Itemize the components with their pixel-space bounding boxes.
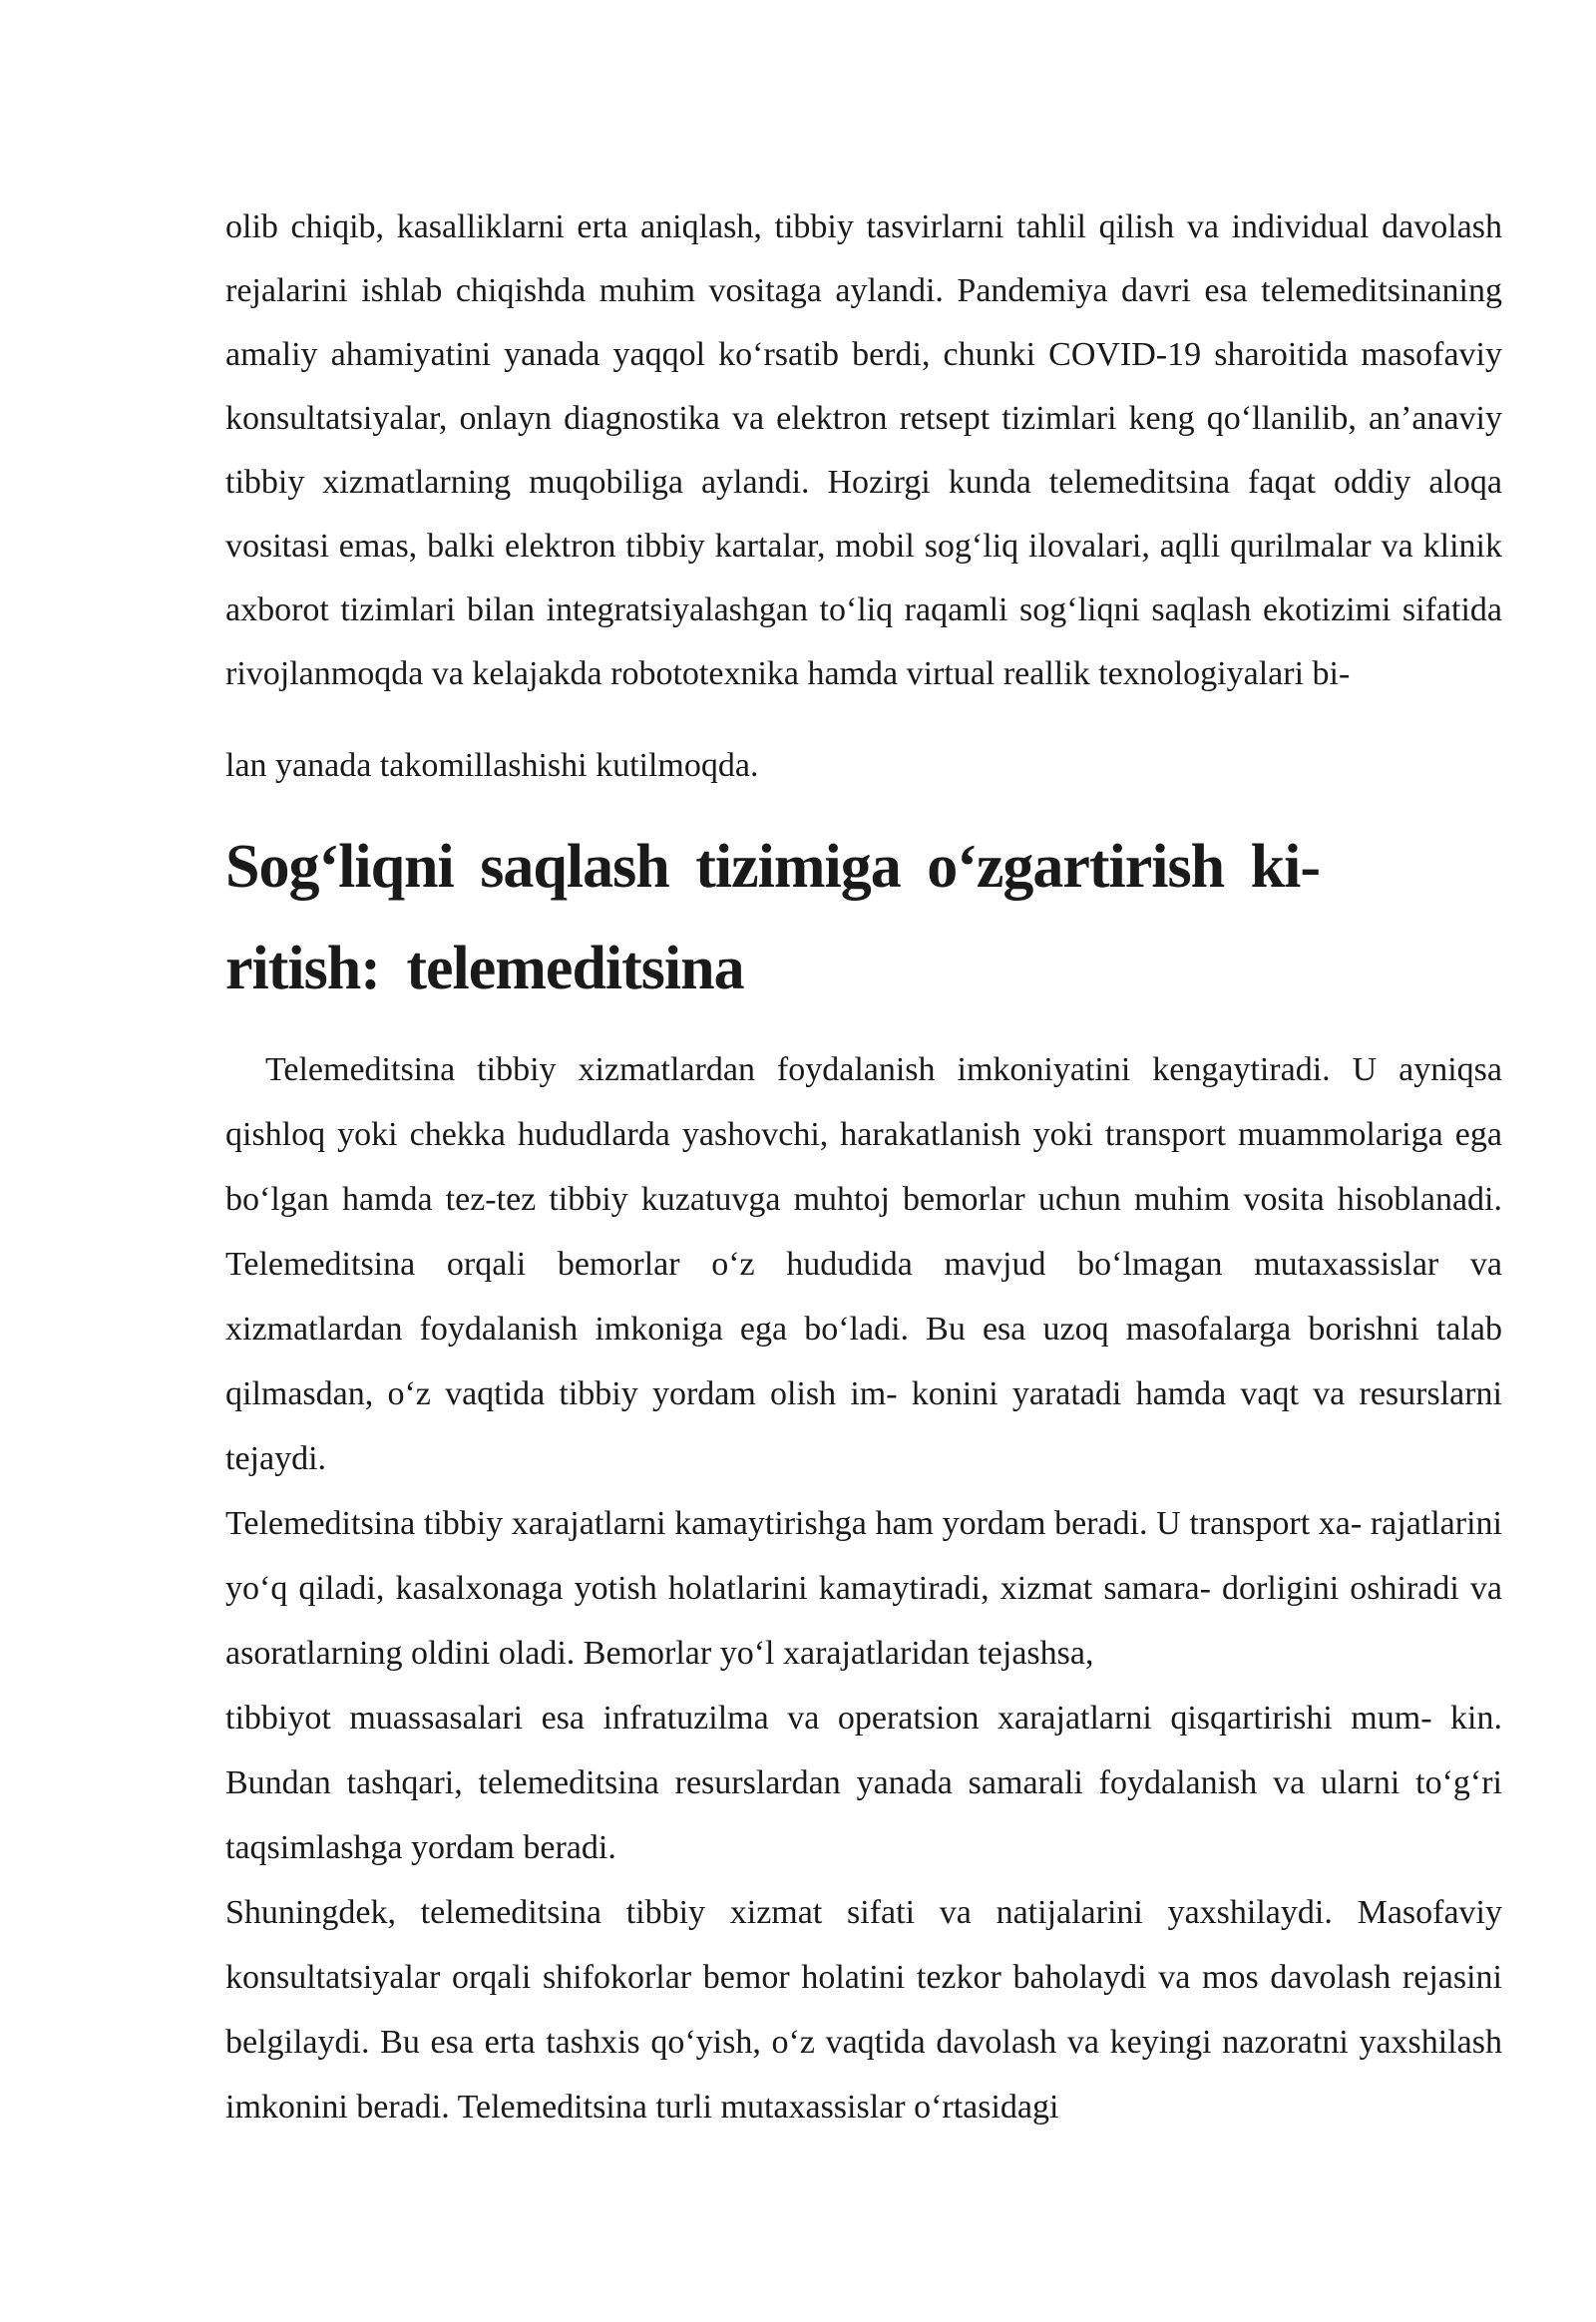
paragraph-costs-part1: Telemeditsina tibbiy xarajatlarni kamaytirishga ham yordam beradi. U transport xa- rajatlarini yo‘q qiladi, kasalxonaga yotish holatlarini kamaytiradi, xizmat samara- dorligini oshiradi va asoratlarning oldini oladi. Bemorlar yo‘l xarajatlaridan tejashsa, — [225, 1505, 1502, 1672]
paragraph-costs-part2: tibbiyot muassasalari esa infratuzilma va operatsion xarajatlarni qisqartirishi mum- kin. Bundan tashqari, telemeditsina resurslardan yanada samarali foydalanish va ularni to‘g‘ri taqsimlashga yordam beradi. — [225, 1700, 1502, 1866]
section-body — [225, 1037, 1502, 2139]
paragraph-quality: Shuningdek, telemeditsina tibbiy xizmat sifati va natijalarini yaxshilaydi. Masofaviy konsultatsiyalar orqali shifokorlar bemor holatini tezkor baholaydi va mos davolash rejasini belgilaydi. Bu esa erta tashxis qo‘yish, o‘z vaqtida davolash va keyingi nazoratni yaxshilash imkonini beradi. Telemeditsina turli mutaxassislar o‘rtasidagi — [225, 1894, 1502, 2126]
paragraph-access: Telemeditsina tibbiy xizmatlardan foydalanish imkoniyatini kengaytiradi. U ayniqsa qishloq yoki chekka hududlarda yashovchi, harakatlanish yoki transport muammolariga ega bo‘lgan hamda tez-tez tibbiy kuzatuvga muhtoj bemorlar uchun muhim vosita hisoblanadi. Telemeditsina orqali bemorlar o‘z hududida mavjud bo‘lmagan mutaxassislar va xizmatlardan foydalanish imkoniga ega bo‘ladi. Bu esa uzoq masofalarga borishni talab qilmasdan, o‘z vaqtida tibbiy yordam olish im- konini yaratadi hamda vaqt va resurslarni tejaydi. — [225, 1051, 1502, 1477]
section-heading: Sog‘liqni saqlash tizimiga o‘zgartirish ki- ritish: telemeditsina — [225, 833, 1320, 1002]
intro-continuation: lan yanada takomillashishi kutilmoqda. — [225, 747, 759, 784]
intro-paragraph: olib chiqib, kasalliklarni erta aniqlash, tibbiy tasvirlarni tahlil qilish va individual davolash rejalarini ishlab chiqishda muhim vositaga aylandi. Pandemiya davri esa telemeditsinaning amaliy ahamiyatini yanada yaqqol ko‘rsatib berdi, chunki COVID-19 sharoitida masofaviy konsultatsiyalar, onlayn diagnostika va elektron retsept tizimlari keng qo‘llanilib, an’anaviy tibbiy xizmatlarning muqobiliga aylandi. Hozirgi kunda telemeditsina faqat oddiy aloqa vositasi emas, balki elektron tibbiy kartalar, mobil sog‘liq ilovalari, aqlli qurilmalar va klinik axborot tizimlari bilan integratsiyalashgan to‘liq raqamli sog‘liqni saqlash ekotizimi sifatida rivojlanmoqda va kelajakda robototexnika hamda virtual reallik texnologiyalari bi- — [225, 208, 1502, 692]
page-content — [225, 195, 1502, 2139]
